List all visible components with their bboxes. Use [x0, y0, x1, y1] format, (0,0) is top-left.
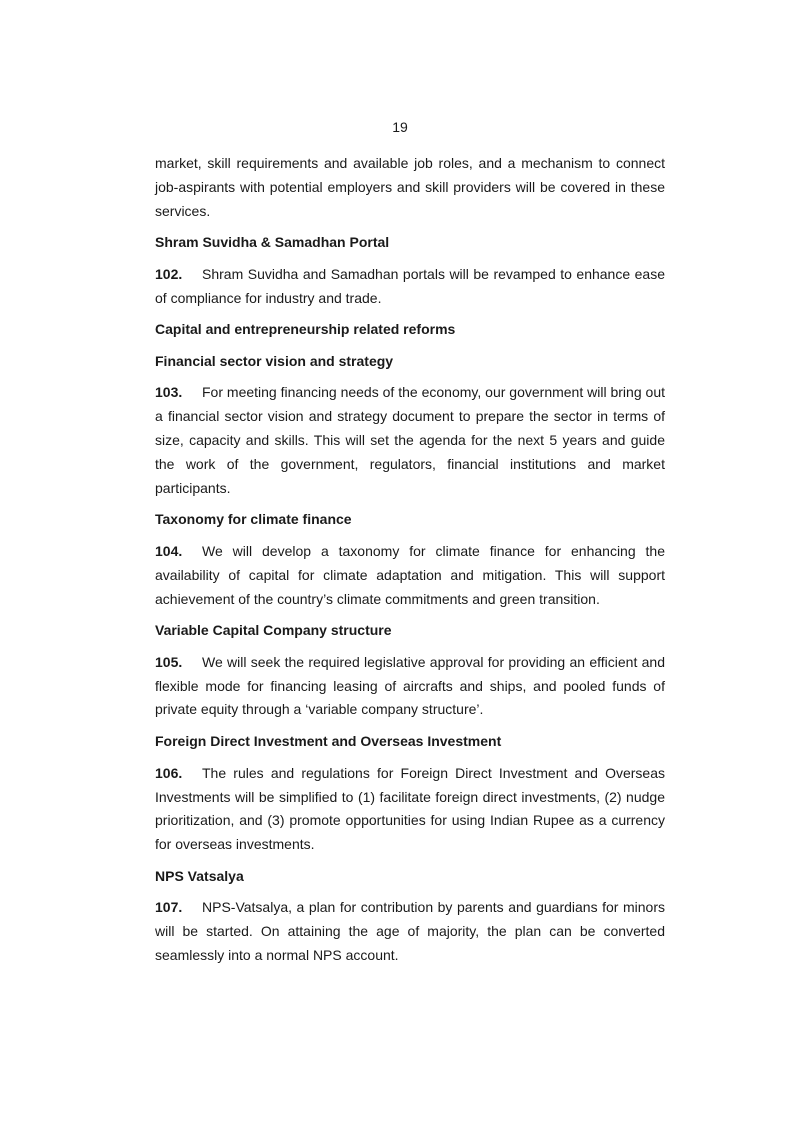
section-heading-climate-finance: Taxonomy for climate finance [155, 511, 352, 528]
paragraph-106 [155, 762, 665, 857]
paragraph-number: 103. [155, 384, 183, 401]
paragraph-number: 106. [155, 764, 183, 781]
paragraph-text: NPS-Vatsalya, a plan for contribution by parents and guardians for minors will be started. On attaining the age of majority, the plan can be converted seamlessly into a normal NPS account. [155, 899, 665, 964]
paragraph-text: The rules and regulations for Foreign Direct Investment and Overseas Investments will be simplified to (1) facilitate foreign direct investments, (2) nudge prioritization, and (3) promote opportunities for using Indian Rupee as a currency for overseas investments. [155, 764, 665, 853]
paragraph-text: We will develop a taxonomy for climate finance for enhancing the availability of capital for climate adaptation and mitigation. This will support achievement of the country’s climate commitments and green transition. [155, 542, 665, 607]
section-heading-variable-capital: Variable Capital Company structure [155, 622, 392, 639]
section-heading-capital-reforms: Capital and entrepreneurship related reforms [155, 321, 456, 338]
paragraph-continuation: market, skill requirements and available job roles, and a mechanism to connect job-aspirants with potential employers and skill providers will be covered in these services. [155, 155, 665, 219]
page-number: 19 [392, 119, 408, 135]
section-heading-fdi: Foreign Direct Investment and Overseas Investment [155, 733, 502, 750]
paragraph-number: 107. [155, 899, 183, 916]
section-heading-nps-vatsalya: NPS Vatsalya [155, 867, 244, 884]
paragraph-107 [155, 896, 665, 967]
paragraph-number: 102. [155, 265, 183, 282]
paragraph-104 [155, 540, 665, 611]
page-content [155, 152, 665, 976]
paragraph-text: Shram Suvidha and Samadhan portals will be revamped to enhance ease of compliance for industry and trade. [155, 265, 665, 306]
section-heading-shram-suvidha: Shram Suvidha & Samadhan Portal [155, 234, 390, 251]
paragraph-102 [155, 263, 665, 311]
paragraph-103 [155, 381, 665, 500]
paragraph-number: 104. [155, 542, 183, 559]
section-heading-financial-sector: Financial sector vision and strategy [155, 352, 394, 369]
paragraph-number: 105. [155, 653, 183, 670]
paragraph-text: We will seek the required legislative approval for providing an efficient and flexible mode for financing leasing of aircrafts and ships, and pooled funds of private equity through a ‘variable company structure’. [155, 653, 665, 718]
paragraph-text: For meeting financing needs of the economy, our government will bring out a financial sector vision and strategy document to prepare the sector in terms of size, capacity and skills. This will set the agenda for the next 5 years and guide the work of the government, regulators, financial institutions and market participants. [155, 384, 665, 496]
paragraph-105 [155, 651, 665, 722]
